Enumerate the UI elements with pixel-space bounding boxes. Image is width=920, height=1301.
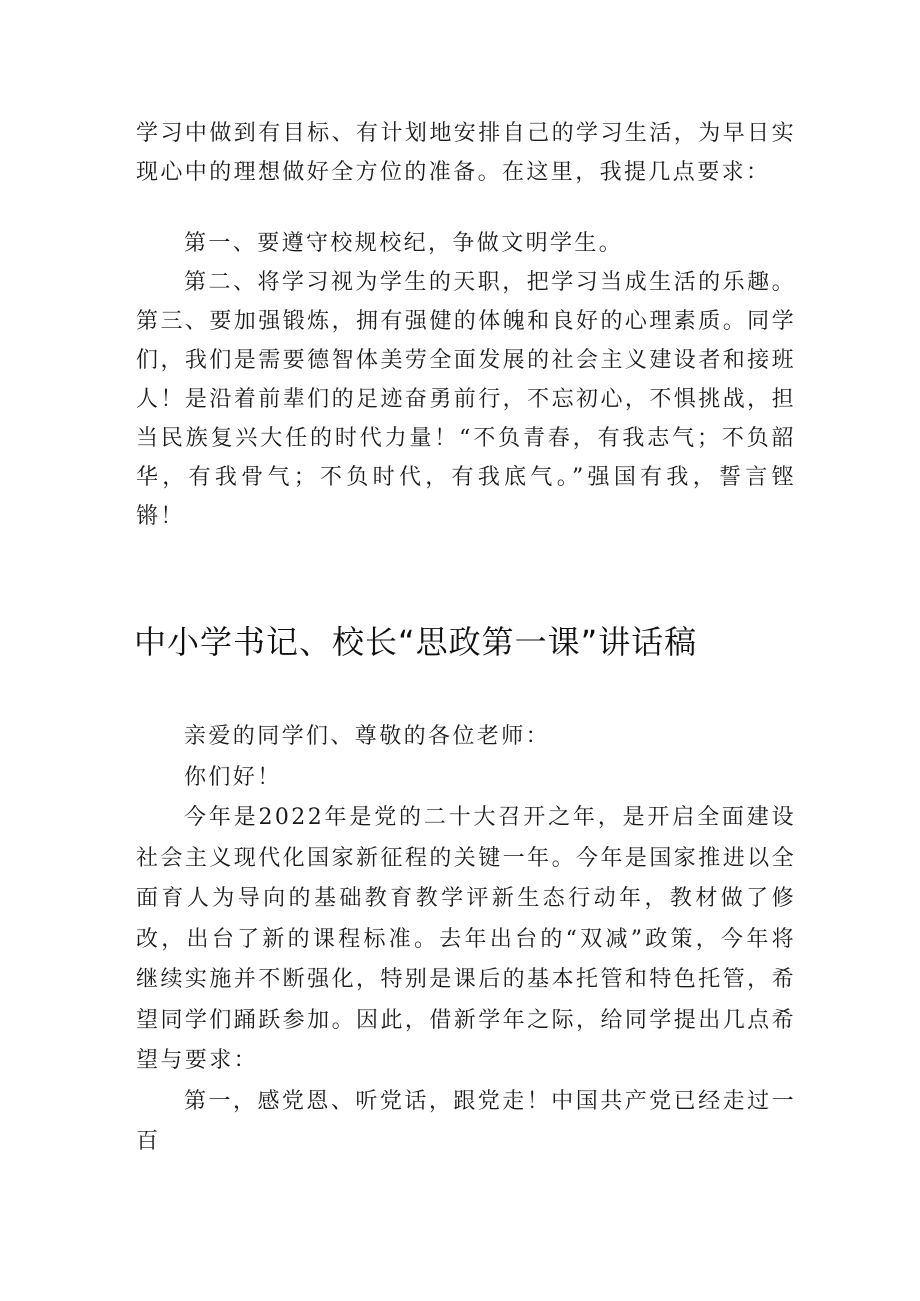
speech-title: 中小学书记、校长“思政第一课”讲话稿 xyxy=(134,623,698,661)
previous-speech-section xyxy=(136,114,796,536)
speech-body xyxy=(136,717,796,1163)
continuation-paragraph: 学习中做到有目标、有计划地安排自己的学习生活，为早日实现心中的理想做好全方位的准备。在这里，我提几点要求： xyxy=(136,121,796,185)
greeting-paragraph: 你们好！ xyxy=(184,764,282,790)
body-paragraph-1: 今年是2022年是党的二十大召开之年，是开启全面建设社会主义现代化国家新征程的关键一年。今年是国家推进以全面育人为导向的基础教育教学评新生态行动年，教材做了修改，出台了新的课程标准。去年出台的“双减”政策，今年将继续实施并不断强化，特别是课后的基本托管和特色托管，希望同学们踊跃参加。因此，借新学年之际，给同学提出几点希望与要求： xyxy=(136,805,796,1073)
salutation-paragraph: 亲爱的同学们、尊敬的各位老师： xyxy=(184,724,551,749)
requirement-1-paragraph: 第一、要遵守校规校纪，争做文明学生。 xyxy=(184,231,624,256)
requirement-2-3-paragraph: 第二、将学习视为学生的天职，把学习当成生活的乐趣。第三、要加强锻炼，拥有强健的体魄和良好的心理素质。同学们，我们是需要德智体美劳全面发展的社会主义建设者和接班人！是沿着前辈们的足迹奋勇前行，不忘初心，不惧挑战，担当民族复兴大任的时代力量！“不负青春，有我志气；不负韶华，有我骨气；不负时代，有我底气。”强国有我，誓言铿锵！ xyxy=(136,270,796,529)
body-paragraph-2: 第一，感党恩、听党话，跟党走！中国共产党已经走过一百 xyxy=(136,1088,796,1154)
